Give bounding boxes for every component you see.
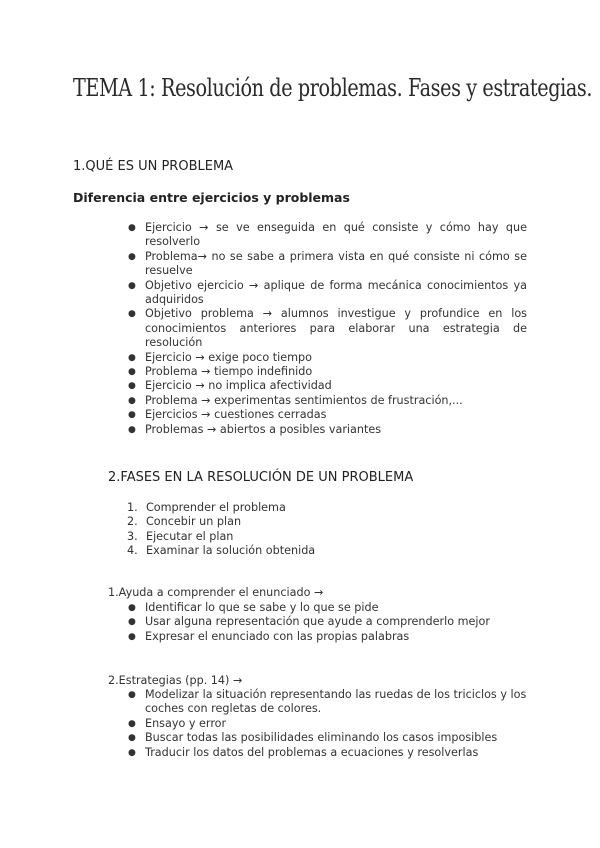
ayuda-heading: 1.Ayuda a comprender el enunciado →	[108, 586, 324, 599]
bullet-icon: ●	[128, 631, 136, 642]
bullet-icon: ●	[128, 309, 136, 320]
page-title: TEMA 1: Resolución de problemas. Fases y estrategias.	[73, 74, 593, 102]
numbered-list-fases	[127, 501, 507, 559]
bullet-icon: ●	[128, 747, 136, 758]
bullet-icon: ●	[128, 617, 136, 628]
bullet-icon: ●	[128, 352, 136, 363]
list-item: ● Ejercicio → exige poco tiempo	[128, 350, 312, 364]
bullet-icon: ●	[128, 280, 136, 291]
list-item: ● Ensayo y error	[128, 716, 227, 730]
list-item: 4. Examinar la solución obtenida	[127, 544, 316, 558]
subheading-diferencia: Diferencia entre ejercicios y problemas	[73, 190, 350, 205]
bullet-icon: ●	[128, 410, 136, 421]
list-item: ● Problema→ no se sabe a primera vista en qué consiste ni cómo se resuelve	[128, 249, 527, 278]
list-item: ● Ejercicio → se ve enseguida en qué consiste y cómo hay que resolverlo	[128, 221, 527, 249]
list-item: ● Usar alguna representación que ayude a comprenderlo mejor	[128, 615, 490, 629]
bullet-icon: ●	[128, 223, 136, 233]
section-heading-fases: 2.FASES EN LA RESOLUCIÓN DE UN PROBLEMA	[108, 470, 414, 485]
list-item: ● Problemas → abiertos a posibles variantes	[128, 422, 382, 436]
list-item: 3. Ejecutar el plan	[127, 529, 234, 543]
list-item: ● Expresar el enunciado con las propias palabras	[128, 629, 410, 643]
bullet-list-ayuda	[128, 601, 528, 644]
list-item: ● Modelizar la situación representando las ruedas de los triciclos y los coches con regletas de colores.	[128, 688, 527, 716]
list-item: ● Buscar todas las posibilidades eliminando los casos imposibles	[128, 731, 498, 745]
bullet-icon: ●	[128, 367, 136, 378]
list-item: ● Objetivo ejercicio → aplique de forma mecánica conocimientos ya adquiridos	[128, 278, 527, 307]
list-item: ● Traducir los datos del problemas a ecuaciones y resolverlas	[128, 745, 479, 759]
bullet-icon: ●	[128, 424, 136, 435]
list-item: ● Identificar lo que se sabe y lo que se pide	[128, 601, 379, 614]
list-item: ● Problema → experimentas sentimientos de frustración,...	[128, 393, 463, 407]
bullet-icon: ●	[128, 733, 136, 744]
list-item: 2. Concebir un plan	[127, 515, 242, 529]
bullet-icon: ●	[128, 395, 136, 406]
estrategias-heading: 2.Estrategias (pp. 14) →	[108, 674, 243, 687]
list-item: ● Problema → tiempo indefinido	[128, 365, 313, 379]
bullet-icon: ●	[128, 718, 136, 729]
bullet-list-diferencias	[128, 221, 527, 437]
bullet-icon: ●	[128, 690, 136, 700]
list-item: ● Ejercicios → cuestiones cerradas	[128, 408, 327, 422]
bullet-icon: ●	[128, 381, 136, 392]
section-heading-que-es: 1.QUÉ ES UN PROBLEMA	[73, 159, 234, 174]
bullet-icon: ●	[128, 603, 136, 613]
list-item: ● Objetivo problema → alumnos investigue y profundice en los conocimientos anteriores para elaborar una estrategia de resolución	[128, 307, 527, 350]
bullet-list-estrategias	[128, 688, 528, 760]
list-item: ● Ejercicio → no implica afectividad	[128, 379, 332, 393]
list-item: 1. Comprender el problema	[127, 501, 286, 514]
bullet-icon: ●	[128, 251, 136, 262]
